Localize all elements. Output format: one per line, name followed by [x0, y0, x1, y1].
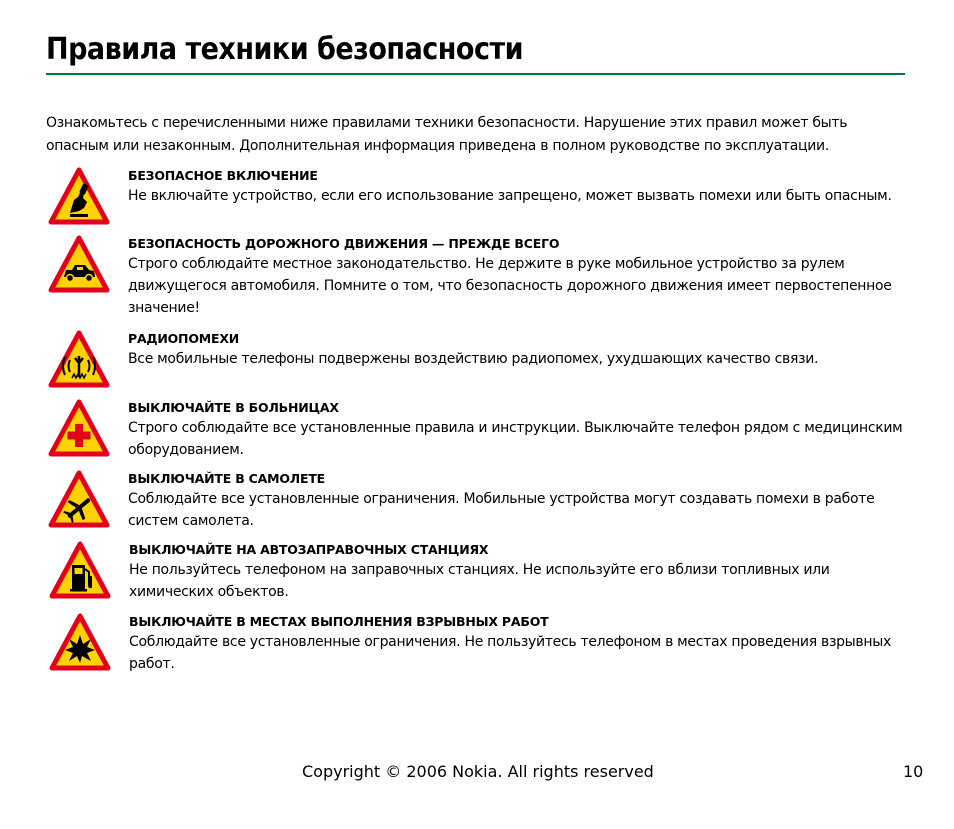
item-heading: ВЫКЛЮЧАЙТЕ НА АВТОЗАПРАВОЧНЫХ СТАНЦИЯХ — [129, 542, 489, 557]
item-heading: ВЫКЛЮЧАЙТЕ В САМОЛЕТЕ — [128, 471, 325, 486]
explosion-icon — [49, 613, 111, 671]
page-number: 10 — [903, 762, 924, 781]
item-heading: ВЫКЛЮЧАЙТЕ В МЕСТАХ ВЫПОЛНЕНИЯ ВЗРЫВНЫХ РАБОТ — [129, 614, 549, 629]
car-icon — [48, 235, 110, 293]
airplane-icon — [48, 470, 110, 528]
item-heading: РАДИОПОМЕХИ — [128, 331, 240, 346]
item-text: Соблюдайте все установленные ограничения. Не пользуйтесь телефоном в местах проведения взрывных работ. — [129, 634, 891, 672]
item-heading: БЕЗОПАСНОСТЬ ДОРОЖНОГО ДВИЖЕНИЯ — ПРЕЖДЕ ВСЕГО — [128, 236, 560, 251]
item-heading: ВЫКЛЮЧАЙТЕ В БОЛЬНИЦАХ — [128, 400, 339, 415]
hospital-cross-icon — [48, 399, 110, 457]
page-footer — [0, 760, 948, 784]
item-heading: БЕЗОПАСНОЕ ВКЛЮЧЕНИЕ — [128, 168, 318, 183]
item-text: Все мобильные телефоны подвержены воздействию радиопомех, ухудшающих качество связи. — [128, 351, 819, 367]
title-divider — [46, 73, 905, 75]
item-text: Не включайте устройство, если его использование запрещено, может вызвать помехи или быть опасным. — [128, 188, 892, 204]
page-title: Правила техники безопасности — [46, 32, 524, 67]
item-text: Строго соблюдайте местное законодательство. Не держите в руке мобильное устройство за рулем движущегося автомобиля. Помните о том, что безопасность дорожного движения имеет первостепенное значение! — [128, 256, 892, 316]
item-text: Строго соблюдайте все установленные правила и инструкции. Выключайте телефон рядом с медицинским оборудованием. — [128, 420, 903, 458]
hand-phone-icon — [48, 167, 110, 225]
item-text: Не пользуйтесь телефоном на заправочных станциях. Не используйте его вблизи топливных или химических объектов. — [129, 562, 830, 600]
fuel-pump-icon — [49, 541, 111, 599]
intro-paragraph: Ознакомьтесь с перечисленными ниже правилами техники безопасности. Нарушение этих правил может быть опасным или незаконным. Дополнительная информация приведена в полном руководстве по эксплуатации. — [46, 115, 848, 154]
item-text: Соблюдайте все установленные ограничения. Мобильные устройства могут создавать помехи в работе систем самолета. — [128, 491, 875, 529]
radio-interference-icon — [48, 330, 110, 388]
copyright-notice: Copyright © 2006 Nokia. All rights reserved — [302, 762, 654, 781]
